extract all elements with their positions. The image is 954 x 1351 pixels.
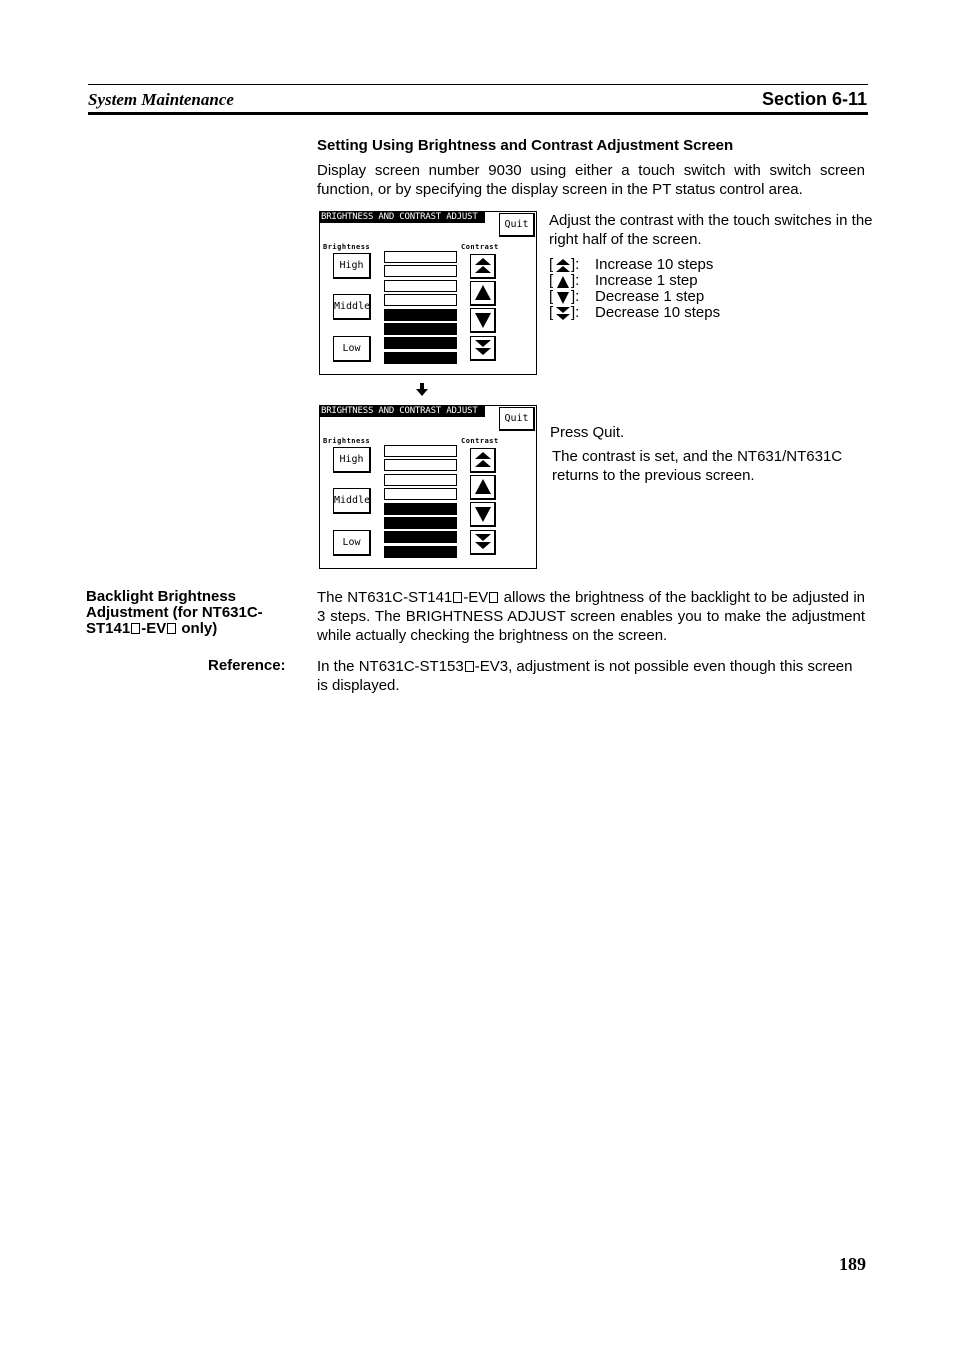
backlight-heading-line: Backlight Brightness: [86, 588, 237, 605]
up-arrow-icon: [474, 284, 492, 302]
header-rule-thick: [88, 112, 868, 115]
contrast-up-1-button[interactable]: [470, 281, 496, 306]
contrast-label: Contrast: [461, 243, 499, 251]
contrast-level-bar: [384, 546, 457, 558]
contrast-down-1-button[interactable]: [470, 308, 496, 333]
down-arrow-icon: [474, 505, 492, 523]
legend-label: Decrease 1 step: [595, 288, 705, 305]
step1-description: Adjust the contrast with the touch switches in the right half of the screen.: [549, 212, 873, 248]
backlight-heading-line: ST141 -EV only): [86, 620, 218, 637]
contrast-level-bar: [384, 517, 457, 529]
legend-bracket: [: [549, 272, 554, 289]
legend-bracket: ]:: [571, 304, 580, 321]
legend-label: Increase 10 steps: [595, 256, 714, 273]
backlight-heading: [86, 589, 286, 637]
legend-label: Increase 1 step: [595, 272, 698, 289]
contrast-up-1-button[interactable]: [470, 475, 496, 500]
double-down-arrow-icon: [474, 339, 492, 357]
contrast-up-10-button[interactable]: [470, 254, 496, 279]
step2-result: The contrast is set, and the NT631/NT631C returns to the previous screen.: [552, 448, 843, 484]
brightness-middle-button[interactable]: Middle: [333, 294, 371, 320]
brightness-label: Brightness: [323, 243, 371, 251]
legend-bracket: ]:: [571, 288, 580, 305]
header-rule-thin: [88, 84, 868, 85]
contrast-level-bar: [384, 294, 457, 306]
pt-screen-after: [319, 405, 537, 569]
brightness-middle-button[interactable]: Middle: [333, 488, 371, 514]
double-up-arrow-icon: [474, 257, 492, 275]
contrast-down-10-button[interactable]: [470, 530, 496, 555]
brightness-low-button[interactable]: Low: [333, 530, 371, 556]
brightness-high-button[interactable]: High: [333, 447, 371, 473]
step2-press-quit: Press Quit.: [550, 424, 625, 441]
reference-text: In the NT631C-ST153 -EV3, adjustment is not possible even though this screen is displayed.: [317, 658, 853, 694]
contrast-level-bar: [384, 503, 457, 515]
legend-label: Decrease 10 steps: [595, 304, 721, 321]
placeholder-box-icon: [489, 592, 498, 603]
contrast-level-bar: [384, 488, 457, 500]
legend-bracket: ]:: [571, 272, 580, 289]
contrast-level-bar: [384, 280, 457, 292]
up-arrow-icon: [556, 275, 570, 289]
backlight-paragraph: The NT631C-ST141 -EV allows the brightness of the backlight to be adjusted in 3 steps. The BRIGHTNESS ADJUST screen enables you to make the adjustment while actually checking the brightness on the screen.: [317, 589, 866, 644]
down-arrow-icon: [474, 311, 492, 329]
contrast-level-bar: [384, 251, 457, 263]
placeholder-box-icon: [131, 623, 140, 634]
contrast-level-bar: [384, 474, 457, 486]
pt-screen-before: [319, 211, 537, 375]
contrast-down-1-button[interactable]: [470, 502, 496, 527]
legend-bracket: ]:: [571, 256, 580, 273]
placeholder-box-icon: [453, 592, 462, 603]
brightness-label: Brightness: [323, 437, 371, 445]
brightness-low-button[interactable]: Low: [333, 336, 371, 362]
contrast-level-bar: [384, 337, 457, 349]
contrast-level-bar: [384, 531, 457, 543]
contrast-level-bar: [384, 445, 457, 457]
contrast-label: Contrast: [461, 437, 499, 445]
contrast-up-10-button[interactable]: [470, 448, 496, 473]
down-arrow-icon: [556, 291, 570, 305]
header-section-number: Section 6-11: [761, 89, 867, 109]
header-chapter-title: System Maintenance: [88, 90, 234, 109]
placeholder-box-icon: [465, 661, 474, 672]
double-up-arrow-icon: [474, 451, 492, 469]
contrast-level-bar: [384, 309, 457, 321]
down-arrow-icon: [416, 383, 428, 397]
brightness-high-button[interactable]: High: [333, 253, 371, 279]
double-down-arrow-icon: [474, 533, 492, 551]
contrast-level-bar: [384, 323, 457, 335]
subsection-title: Setting Using Brightness and Contrast Adjustment Screen: [317, 137, 734, 154]
legend-bracket: [: [549, 288, 554, 305]
pt-screen-title: BRIGHTNESS AND CONTRAST ADJUST: [320, 212, 485, 223]
reference-label: Reference:: [208, 657, 286, 674]
contrast-level-bar: [384, 352, 457, 364]
quit-button[interactable]: Quit: [499, 213, 535, 237]
page-number: 189: [839, 1254, 866, 1274]
legend-bracket: [: [549, 304, 554, 321]
up-arrow-icon: [474, 478, 492, 496]
double-down-arrow-icon: [556, 307, 570, 321]
intro-paragraph: Display screen number 9030 using either a touch switch with switch screen function, or by specifying the display screen in the PT status control area.: [317, 162, 865, 198]
backlight-heading-line: Adjustment (for NT631C-: [86, 604, 263, 621]
pt-screen-title: BRIGHTNESS AND CONTRAST ADJUST: [320, 406, 485, 417]
double-up-arrow-icon: [556, 259, 570, 273]
legend-bracket: [: [549, 256, 554, 273]
placeholder-box-icon: [167, 623, 176, 634]
contrast-level-bar: [384, 265, 457, 277]
contrast-down-10-button[interactable]: [470, 336, 496, 361]
contrast-level-bar: [384, 459, 457, 471]
quit-button[interactable]: Quit: [499, 407, 535, 431]
